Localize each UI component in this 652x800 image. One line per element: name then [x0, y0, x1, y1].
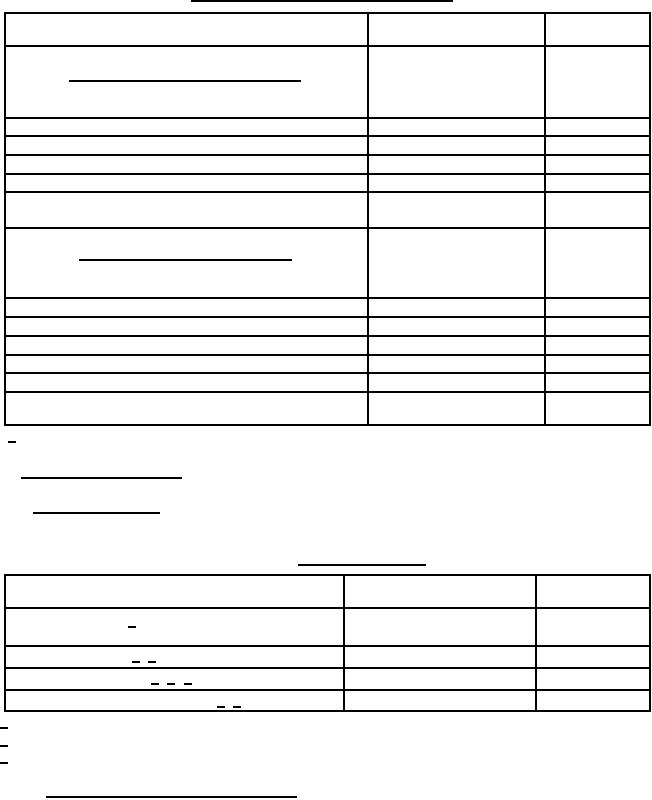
table-1-col-divider-2 [544, 12, 546, 426]
table-2-top-border [4, 574, 651, 576]
dash-mark [217, 706, 225, 708]
footnote-mark [8, 441, 16, 443]
table-2-title-underline [298, 564, 426, 566]
table-1-row-rule [4, 391, 651, 393]
table-1-row-rule [4, 154, 651, 156]
table-2-row-rule [4, 667, 651, 669]
table-1-row-rule [4, 335, 651, 337]
dash-mark [148, 661, 156, 663]
note-heading-underline [33, 512, 160, 514]
table-1-left-border [4, 12, 6, 426]
table-1-col-divider-1 [367, 12, 369, 426]
table-1-row-rule [4, 191, 651, 193]
table-1-row-rule [4, 316, 651, 318]
dash-mark [167, 683, 175, 685]
table-2-right-border [649, 574, 651, 712]
table-1-row-rule [4, 135, 651, 137]
footnote-mark [0, 727, 8, 729]
dash-mark [184, 683, 192, 685]
table-2-col-divider-1 [343, 574, 345, 712]
table-1-title-underline [191, 0, 453, 2]
table-2-bottom-border [4, 710, 651, 712]
dash-mark [233, 706, 241, 708]
table-1-row-rule [4, 297, 651, 299]
dash-mark [128, 626, 136, 628]
table-2-row-rule [4, 645, 651, 647]
dash-mark [132, 661, 140, 663]
bottom-heading-underline [46, 796, 297, 798]
note-heading-underline [21, 477, 182, 479]
table-1-row-rule [4, 372, 651, 374]
footnote-mark [0, 745, 8, 747]
table-1-row-rule [4, 173, 651, 175]
table-1-right-border [649, 12, 651, 426]
table-1-row-rule [4, 45, 651, 47]
table-1-row-rule [4, 227, 651, 229]
dash-mark [151, 683, 159, 685]
table-1-row-rule [4, 354, 651, 356]
footnote-mark [0, 762, 8, 764]
table-1-bottom-border [4, 424, 651, 426]
table-1-row-rule [4, 117, 651, 119]
table-2-left-border [4, 574, 6, 712]
section-heading-underline [79, 259, 292, 261]
table-2-row-rule [4, 689, 651, 691]
table-2-row-rule [4, 607, 651, 609]
table-2-col-divider-2 [535, 574, 537, 712]
table-1-top-border [4, 12, 651, 14]
section-heading-underline [69, 80, 301, 82]
